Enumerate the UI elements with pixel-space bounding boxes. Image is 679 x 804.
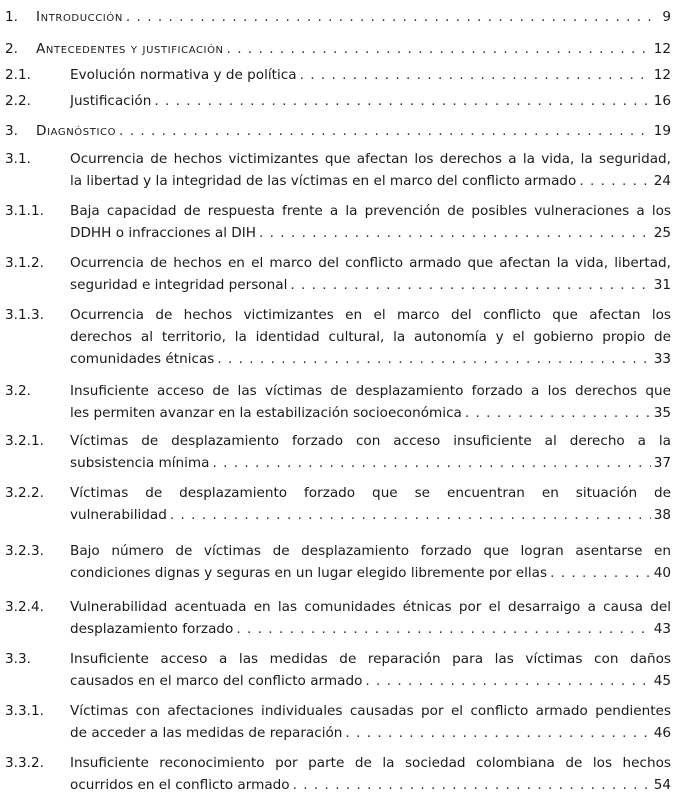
- toc-entry-page-number: 24: [653, 173, 671, 189]
- toc-entry-title-line: ocurridos en el conflicto armado: [70, 777, 290, 793]
- toc-entry-page-number: 9: [662, 9, 671, 25]
- toc-entry-page-number: 40: [653, 565, 671, 581]
- toc-entry-title-line: Ocurrencia de hechos en el marco del conflicto armado que afectan la vida, libertad,: [70, 255, 671, 271]
- toc-entry-number: 3.2.3.: [5, 543, 44, 559]
- toc-entry-title-line: seguridad e integridad personal: [70, 277, 288, 293]
- toc-entry-page-number: 25: [653, 225, 671, 241]
- toc-entry-title-line: vulnerabilidad: [70, 507, 167, 523]
- toc-entry-title-line: DDHH o infracciones al DIH: [70, 225, 256, 241]
- toc-entry-title-line: Víctimas con afectaciones individuales causadas por el conflicto armado pendientes: [70, 703, 671, 719]
- toc-entry-page-number: 31: [653, 277, 671, 293]
- toc-entry-number: 3.3.1.: [5, 703, 44, 719]
- dot-leader: [293, 774, 651, 796]
- toc-entry-title-line: subsistencia mínima: [70, 455, 210, 471]
- toc-entry-number: 3.2.1.: [5, 433, 44, 449]
- toc-entry-title-line: Introducción: [36, 9, 123, 25]
- toc-entry-title-line: Insuficiente reconocimiento por parte de la sociedad colombiana de los hechos: [70, 755, 671, 771]
- toc-entry-title-line: Víctimas de desplazamiento forzado con acceso insuficiente al derecho a la: [70, 433, 671, 449]
- dot-leader: [300, 64, 651, 86]
- toc-entry-title-line: Baja capacidad de respuesta frente a la prevención de posibles vulneraciones a los: [70, 203, 671, 219]
- toc-entry-number: 2.2.: [5, 93, 31, 109]
- toc-entry-title-line: comunidades étnicas: [70, 351, 215, 367]
- toc-entry-number: 3.1.3.: [5, 307, 44, 323]
- toc-entry-page-number: 12: [653, 67, 671, 83]
- toc-entry-page-number: 54: [653, 777, 671, 793]
- toc-entry-title-line: Diagnóstico: [36, 123, 117, 139]
- toc-entry-number: 3.2.2.: [5, 485, 44, 501]
- toc-entry-page-number: 37: [653, 455, 671, 471]
- dot-leader: [170, 504, 651, 526]
- toc-entry-number: 2.: [5, 41, 18, 57]
- toc-entry-title-line: derechos al territorio, la identidad cultural, la autonomía y el gobierno propio de: [70, 329, 671, 345]
- toc-entry-page-number: 46: [653, 725, 671, 741]
- toc-entry-title-line: Ocurrencia de hechos victimizantes en el marco del conflicto que afectan los: [70, 307, 671, 323]
- dot-leader: [290, 274, 650, 296]
- toc-entry-title-line: de acceder a las medidas de reparación: [70, 725, 343, 741]
- toc-entry-page-number: 45: [653, 673, 671, 689]
- dot-leader: [119, 120, 651, 142]
- toc-entry-number: 2.1.: [5, 67, 31, 83]
- toc-entry-title-line: Insuficiente acceso de las víctimas de desplazamiento forzado a los derechos que: [70, 383, 671, 399]
- dot-leader: [345, 722, 650, 744]
- toc-entry-title-line: desplazamiento forzado: [70, 621, 234, 637]
- toc-entry-number: 1.: [5, 9, 18, 25]
- toc-entry-number: 3.2.: [5, 383, 31, 399]
- toc-entry-number: 3.2.4.: [5, 599, 44, 615]
- dot-leader: [550, 562, 651, 584]
- dot-leader: [227, 38, 651, 60]
- toc-entry-number: 3.: [5, 123, 18, 139]
- dot-leader: [212, 452, 650, 474]
- toc-entry-title-line: Vulnerabilidad acentuada en las comunidades étnicas por el desarraigo a causa del: [70, 599, 671, 615]
- dot-leader: [236, 618, 650, 640]
- toc-entry-page-number: 35: [653, 405, 671, 421]
- toc-entry-title-line: Evolución normativa y de política: [70, 67, 297, 83]
- toc-entry-title-line: Justificación: [70, 93, 152, 109]
- toc-entry-title-line: Insuficiente acceso a las medidas de reparación para las víctimas con daños: [70, 651, 671, 667]
- toc-entry-number: 3.1.2.: [5, 255, 44, 271]
- toc-entry-number: 3.3.: [5, 651, 31, 667]
- dot-leader: [365, 670, 650, 692]
- toc-entry-number: 3.1.1.: [5, 203, 44, 219]
- toc-entry-number: 3.3.2.: [5, 755, 44, 771]
- toc-entry-number: 3.1.: [5, 151, 31, 167]
- toc-entry-page-number: 16: [653, 93, 671, 109]
- toc-entry-page-number: 38: [653, 507, 671, 523]
- dot-leader: [154, 90, 650, 112]
- toc-entry-page-number: 19: [653, 123, 671, 139]
- toc-entry-page-number: 33: [653, 351, 671, 367]
- toc-entry-title-line: condiciones dignas y seguras en un lugar elegido libremente por ellas: [70, 565, 548, 581]
- dot-leader: [259, 222, 651, 244]
- toc-entry-title-line: causados en el marco del conflicto armado: [70, 673, 363, 689]
- toc-entry-title-line: les permiten avanzar en la estabilización socioeconómica: [70, 405, 462, 421]
- toc-entry-title-line: Ocurrencia de hechos victimizantes que afectan los derechos a la vida, la seguridad,: [70, 151, 671, 167]
- dot-leader: [579, 170, 650, 192]
- toc-entry-title-line: Bajo número de víctimas de desplazamiento forzado que logran asentarse en: [70, 543, 671, 559]
- toc-entry-page-number: 43: [653, 621, 671, 637]
- toc-entry-page-number: 12: [653, 41, 671, 57]
- dot-leader: [126, 6, 659, 28]
- toc-entry-title-line: Víctimas de desplazamiento forzado que se encuentran en situación de: [70, 485, 671, 501]
- dot-leader: [465, 402, 651, 424]
- toc-entry-title-line: Antecedentes y justificación: [36, 41, 224, 57]
- dot-leader: [217, 348, 650, 370]
- toc-entry-title-line: la libertad y la integridad de las víctimas en el marco del conflicto armado: [70, 173, 577, 189]
